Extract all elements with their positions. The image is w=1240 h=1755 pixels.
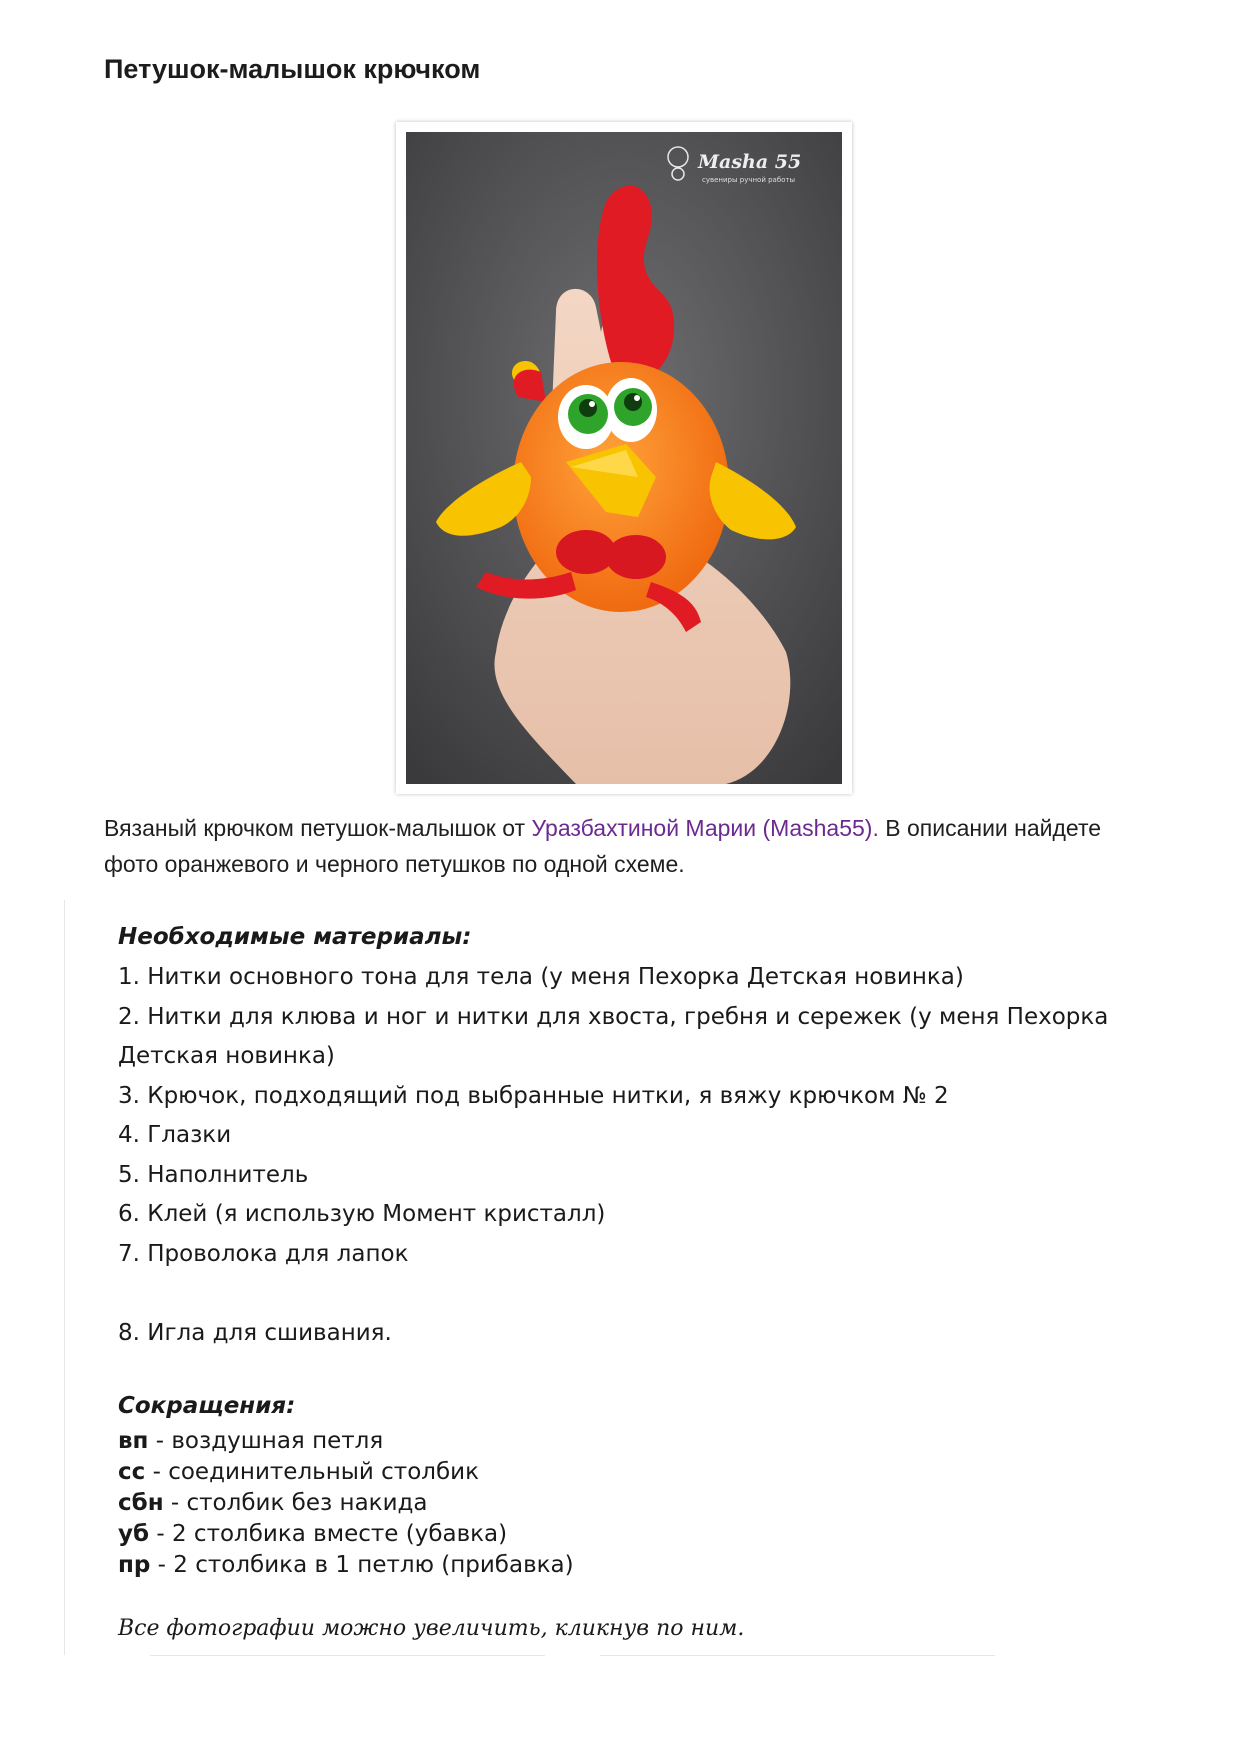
list-item — [118, 1550, 1148, 1581]
divider — [150, 1655, 545, 1656]
abbr-term: сбн — [118, 1489, 164, 1516]
abbr-definition: - столбик без накида — [163, 1489, 428, 1516]
list-item: 8. Игла для сшивания. — [118, 1320, 392, 1346]
list-item: 6. Клей (я использую Момент кристалл) — [118, 1201, 606, 1227]
abbr-definition: - 2 столбика вместе (убавка) — [149, 1520, 508, 1547]
intro-text-before: Вязаный крючком петушок-малышок от — [104, 815, 532, 841]
abbreviations-list — [118, 1426, 1148, 1581]
list-item: 1. Нитки основного тона для тела (у меня Пехорка Детская новинка) — [118, 964, 964, 990]
intro-paragraph — [104, 810, 1144, 882]
list-item — [118, 1519, 1148, 1550]
watermark-tagline: сувениры ручной работы — [702, 176, 796, 184]
photo-frame[interactable] — [396, 122, 852, 794]
abbr-term: вп — [118, 1427, 149, 1454]
quote-border — [64, 900, 65, 1655]
watermark-brand: Masha 55 — [698, 151, 802, 173]
list-item: 7. Проволока для лапок — [118, 1240, 409, 1267]
abbreviations-heading: Сокращения: — [118, 1392, 296, 1419]
list-item: 4. Глазки — [118, 1122, 232, 1148]
list-item — [118, 1426, 1148, 1457]
divider — [600, 1655, 995, 1656]
page-title: Петушок-малышок крючком — [104, 54, 481, 84]
abbr-definition: - соединительный столбик — [145, 1458, 480, 1485]
abbr-term: пр — [118, 1551, 151, 1578]
abbr-definition: - воздушная петля — [148, 1427, 384, 1454]
abbr-definition: - 2 столбика в 1 петлю (прибавка) — [150, 1551, 574, 1578]
list-item — [118, 1488, 1148, 1519]
list-item: 5. Наполнитель — [118, 1161, 309, 1188]
materials-heading: Необходимые материалы: — [118, 924, 472, 950]
intro-text-after: В описании найдете фото оранжевого и черного петушков по одной схеме. — [104, 815, 1102, 877]
article-body — [118, 920, 1148, 1581]
list-item: 3. Крючок, подходящий под выбранные нитки, я вяжу крючком № 2 — [118, 1082, 949, 1109]
abbr-term: сс — [118, 1458, 146, 1485]
list-item — [118, 1457, 1148, 1488]
abbr-term: уб — [118, 1520, 150, 1547]
rooster-photo[interactable] — [406, 132, 842, 784]
list-item: 2. Нитки для клюва и ног и нитки для хвоста, гребня и сережек (у меня Пехорка Детская новинка) — [118, 1003, 1109, 1069]
materials-list — [118, 958, 1148, 1354]
footer-note: Все фотографии можно увеличить, кликнув по ним. — [118, 1616, 745, 1641]
author-link[interactable]: Уразбахтиной Марии (Masha55). — [531, 815, 879, 841]
